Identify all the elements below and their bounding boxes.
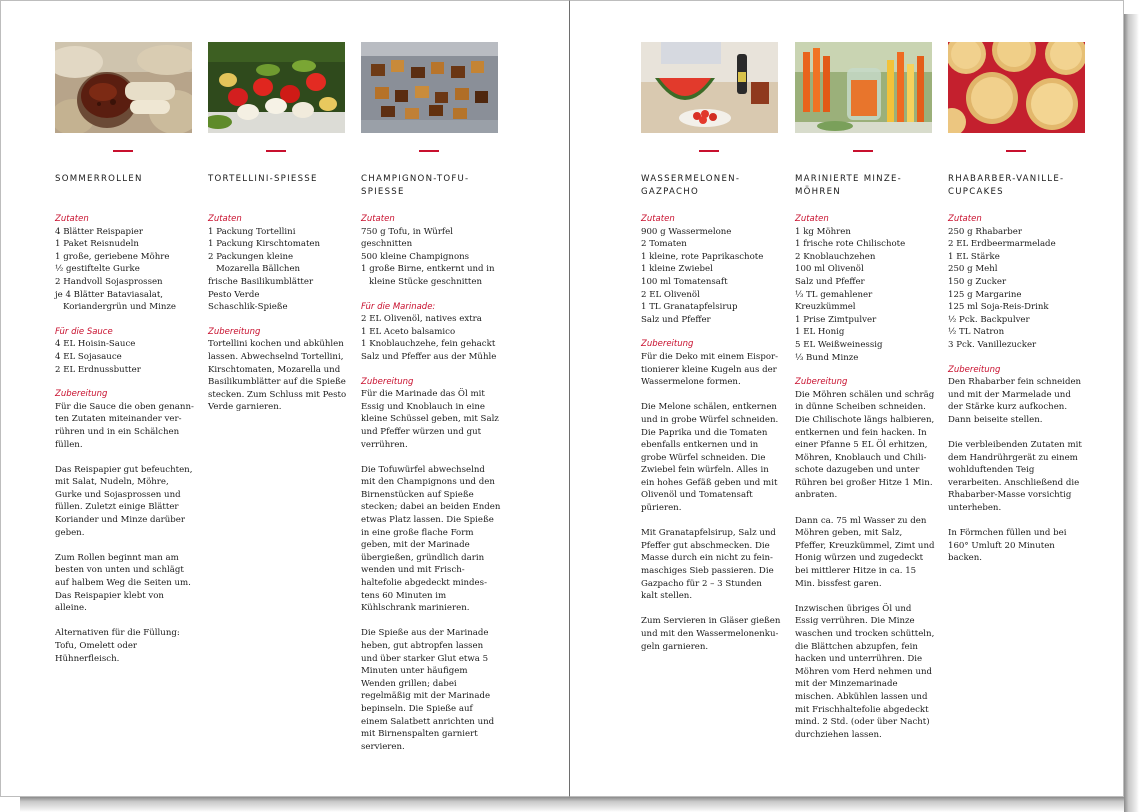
method-paragraph: Die Melone schälen, entkernen und in grobe Würfel schneiden. Die Paprika und die Tomaten ebenfalls entkernen und in grobe Würfel schneiden. Die Zwiebel fein würfeln. Alles in ein hohes Gefäß geben und mit Olivenöl und Tomatensaft pürieren. <box>641 402 779 514</box>
ingredient: je 4 Blätter Bataviasalat, <box>55 289 164 300</box>
method-paragraph: Tortellini kochen und abkühlen lassen. Abwechselnd Tortellini, Kirschtomaten, Mozarella und Basilikumblätter auf die Spieße stecken. Zum Schluss mit Pesto Verde garnieren. <box>208 339 347 413</box>
method-paragraph: Dann ca. 75 ml Wasser zu den Möhren geben, mit Salz, Pfeffer, Kreuzkümmel, Zimt und Honig würzen und zugedeckt bei mittlerer Hitze in ca. 15 Min. bissfest garen. <box>795 515 935 589</box>
ingredient: Salz und Pfeffer <box>795 276 865 287</box>
ingredients-list <box>641 226 781 327</box>
method-paragraph: Den Rhabarber fein schneiden und mit der Marmelade und der Stärke kurz aufkochen. Dann beiseite stellen. <box>948 377 1082 425</box>
method-paragraph: Zum Rollen beginnt man am besten von unten und schlägt auf halbem Weg die Seiten um. Das Reispapier klebt von alleine. <box>55 552 191 614</box>
method-paragraph: Für die Marinade das Öl mit Essig und Knoblauch in eine kleine Schüssel geben, mit Salz und Pfeffer würzen und gut verrühren. <box>361 389 499 450</box>
accent-dash <box>419 150 439 152</box>
page-shadow-bottom <box>20 797 1139 812</box>
ingredient: 1 EL Aceto balsamico <box>361 326 456 337</box>
ingredient: 2 EL Erdbeermarmelade <box>948 239 1056 250</box>
recipe-title: MARINIERTE MINZE-MÖHREN <box>795 174 902 197</box>
ingredient: 1 große Birne, entkernt und in <box>361 264 495 275</box>
method-paragraph: Das Reispapier gut befeuchten, mit Salat, Nudeln, Möhre, Gurke und Sojasprossen und füllen. Zuletzt einige Blätter Koriander und Minze darüber geben. <box>55 464 193 538</box>
sauce-label: Für die Sauce <box>55 326 113 337</box>
ingredients-list <box>55 226 195 314</box>
ingredient: 100 ml Olivenöl <box>795 264 864 275</box>
recipe-title: WASSERMELONEN-GAZPACHO <box>641 174 741 197</box>
recipe-title: TORTELLINI-SPIESSE <box>208 174 318 184</box>
ingredient: 1 Paket Reisnudeln <box>55 239 139 250</box>
ingredients-label: Zutaten <box>361 214 395 224</box>
ingredient: 1 kleine Zwiebel <box>641 264 713 275</box>
method-paragraph: In Förmchen füllen und bei 160° Umluft 20 Minuten backen. <box>948 528 1067 564</box>
recipe-title: SOMMERROLLEN <box>55 174 143 184</box>
page-shadow-right <box>1124 14 1139 812</box>
accent-dash <box>266 150 286 152</box>
ingredient: 2 Knoblauchzehen <box>795 251 876 262</box>
ingredient: 3 Pck. Vanillezucker <box>948 339 1037 350</box>
cupcakes-photo <box>948 42 1085 133</box>
ingredients-label: Zutaten <box>55 214 89 224</box>
ingredient: 150 g Zucker <box>948 276 1007 287</box>
ingredient: ⅓ Bund Minze <box>795 352 859 363</box>
ingredient: 2 EL Erdnussbutter <box>55 364 141 375</box>
ingredient: ⅓ TL gemahlener Kreuzkümmel <box>795 289 873 313</box>
method-paragraph: Die Möhren schälen und schräg in dünne Scheiben schneiden. Die Chilischote längs halbieren, entkernen und fein hacken. In einer Pfanne 5 EL Öl erhitzen, Möhren, Knoblauch und Chilischote dazugeben und unter Rühren bei großer Hitze 1 Min. anbraten. <box>795 389 935 501</box>
method-paragraph: Die Spieße aus der Marinade heben, gut abtropfen lassen und über starker Glut etwa 5 Minuten unter häufigem Wenden grillen; dabei regelmäßig mit der Marinade bepinseln. Die Spieße auf einem Salatbett anrichten und mit Birnenspalten garniert servieren. <box>361 628 495 752</box>
ingredient: 125 ml Soja-Reis-Drink <box>948 302 1049 313</box>
ingredient: 900 g Wassermelone <box>641 226 732 237</box>
recipe-title: CHAMPIGNON-TOFU-SPIESSE <box>361 174 470 197</box>
ingredient: 1 TL Granatapfelsirup <box>641 302 738 313</box>
recipe-minze-moehren <box>795 42 935 754</box>
sauce-list <box>55 338 195 376</box>
ingredient: 1 Packung Tortellini <box>208 226 296 237</box>
accent-dash <box>853 150 873 152</box>
method-label: Zubereitung <box>948 364 1001 375</box>
method-paragraph: Zum Servieren in Gläser gießen und mit den Wassermelonenkugeln garnieren. <box>641 616 781 652</box>
method-label: Zubereitung <box>361 376 414 387</box>
ingredient: ½ gestiftelte Gurke <box>55 264 140 275</box>
ingredients-label: Zutaten <box>641 214 675 224</box>
method-paragraph: Für die Deko mit einem Eisportionierer kleine Kugeln aus der Wassermelone formen. <box>641 351 779 388</box>
method-paragraph: Die Tofuwürfel abwechselnd mit den Champignons und den Birnenstücken auf Spieße stecken; dabei an beiden Enden etwas Platz lassen. Die Spieße in eine große flache Form geben, mit der Marinade übergießen, gründlich darin wenden und mit Frischhaltefolie abgedeckt mindestens 60 Minuten im Kühlschrank marinieren. <box>361 464 501 614</box>
ingredients-label: Zutaten <box>208 214 242 224</box>
ingredient: 250 g Rhabarber <box>948 226 1022 237</box>
ingredient: 125 g Margarine <box>948 289 1022 300</box>
ingredient: Koriandergrün und Minze <box>63 302 176 313</box>
ingredient: 1 große, geriebene Möhre <box>55 251 170 262</box>
marinade-label: Für die Marinade: <box>361 301 436 312</box>
ingredient: Pesto Verde <box>208 289 260 300</box>
method-paragraph: Für die Sauce die oben genannten Zutaten miteinander verrühren und in ein Schälchen füllen. <box>55 401 194 450</box>
method-label: Zubereitung <box>641 339 694 350</box>
method-paragraph: Die verbleibenden Zutaten mit dem Handrührgerät zu einem wohlduftenden Teig verarbeiten. Anschließend die Rhabarber-Masse vorsichtig unterheben. <box>948 440 1082 514</box>
recipe-wassermelonen-gazpacho <box>641 42 781 666</box>
recipe-sommerrollen <box>55 42 195 678</box>
method-label: Zubereitung <box>795 377 848 388</box>
ingredient: 1 Packung Kirschtomaten <box>208 239 321 250</box>
ingredients-list <box>948 226 1088 352</box>
ingredient: frische Basilikumblätter <box>208 276 314 287</box>
ingredients-list <box>361 226 501 289</box>
ingredient: 1 EL Honig <box>795 327 845 338</box>
marinated-carrots-photo <box>795 42 932 133</box>
ingredients-list <box>795 226 935 365</box>
ingredient: Schaschlik-Spieße <box>208 302 288 313</box>
ingredient: 1 Prise Zimtpulver <box>795 314 877 325</box>
ingredient: 100 ml Tomatensaft <box>641 276 728 287</box>
ingredient: 4 EL Hoisin-Sauce <box>55 339 136 350</box>
ingredient: 500 kleine Champignons <box>361 251 470 262</box>
ingredient: 2 Packungen kleine <box>208 251 294 262</box>
ingredient: 1 EL Stärke <box>948 251 1000 262</box>
method-paragraph: Mit Granatapfelsirup, Salz und Pfeffer gut abschmecken. Die Masse durch ein nicht zu feinmaschiges Sieb passieren. Die Gazpacho für 2 – 3 Stunden kalt stellen. <box>641 528 776 602</box>
ingredient: 4 Blätter Reispapier <box>55 226 144 237</box>
ingredients-label: Zutaten <box>948 214 982 224</box>
recipe-title: RHABARBER-VANILLE-CUPCAKES <box>948 174 1065 197</box>
ingredient: 2 EL Olivenöl <box>641 289 700 300</box>
ingredient: ½ Pck. Backpulver <box>948 314 1030 325</box>
ingredient: 1 Knoblauchzehe, fein gehackt <box>361 339 496 350</box>
ingredient: 2 Handvoll Sojasprossen <box>55 276 163 287</box>
recipe-rhabarber-cupcakes <box>948 42 1088 578</box>
ingredient: Mozarella Bällchen <box>216 264 301 275</box>
method-label: Zubereitung <box>208 326 261 337</box>
ingredient: 250 g Mehl <box>948 264 998 275</box>
ingredient: Salz und Pfeffer aus der Mühle <box>361 351 497 362</box>
ingredient: ½ TL Natron <box>948 327 1005 338</box>
watermelon-photo <box>641 42 778 133</box>
method-paragraph: Inzwischen übriges Öl und Essig verrühren. Die Minze waschen und trocken schütteln, die Blättchen abzupfen, fein hacken und unterrühren. Die Möhren vom Herd nehmen und mit der Minzemarinade mischen. Abkühlen lassen und mit Frischhaltefolie abgedeckt mind. 2 Std. (oder über Nacht) durchziehen lassen. <box>795 603 935 740</box>
ingredient: 2 Tomaten <box>641 239 687 250</box>
ingredient: 4 EL Sojasauce <box>55 351 122 362</box>
marinade-list <box>361 313 501 363</box>
ingredient: 750 g Tofu, in Würfel geschnitten <box>361 226 453 250</box>
ingredient: 2 EL Olivenöl, natives extra <box>361 314 482 325</box>
accent-dash <box>1006 150 1026 152</box>
method-paragraph: Alternativen für die Füllung: Tofu, Omelett oder Hühnerfleisch. <box>55 628 180 664</box>
ingredient: 1 kg Möhren <box>795 226 851 237</box>
ingredient: 5 EL Weißweinessig <box>795 339 883 350</box>
accent-dash <box>699 150 719 152</box>
spring-rolls-photo <box>55 42 192 133</box>
method-label: Zubereitung <box>55 389 108 400</box>
recipe-tortellini-spiesse <box>208 42 348 427</box>
ingredient: 1 frische rote Chilischote <box>795 239 906 250</box>
ingredient: kleine Stücke geschnitten <box>369 276 483 287</box>
ingredients-label: Zutaten <box>795 214 829 224</box>
recipe-champignon-tofu-spiesse <box>361 42 501 766</box>
ingredient: Salz und Pfeffer <box>641 314 711 325</box>
ingredient: 1 kleine, rote Paprikaschote <box>641 251 764 262</box>
mushroom-tofu-skewers-photo <box>361 42 498 133</box>
tortellini-skewers-photo <box>208 42 345 133</box>
accent-dash <box>113 150 133 152</box>
ingredients-list <box>208 226 348 314</box>
